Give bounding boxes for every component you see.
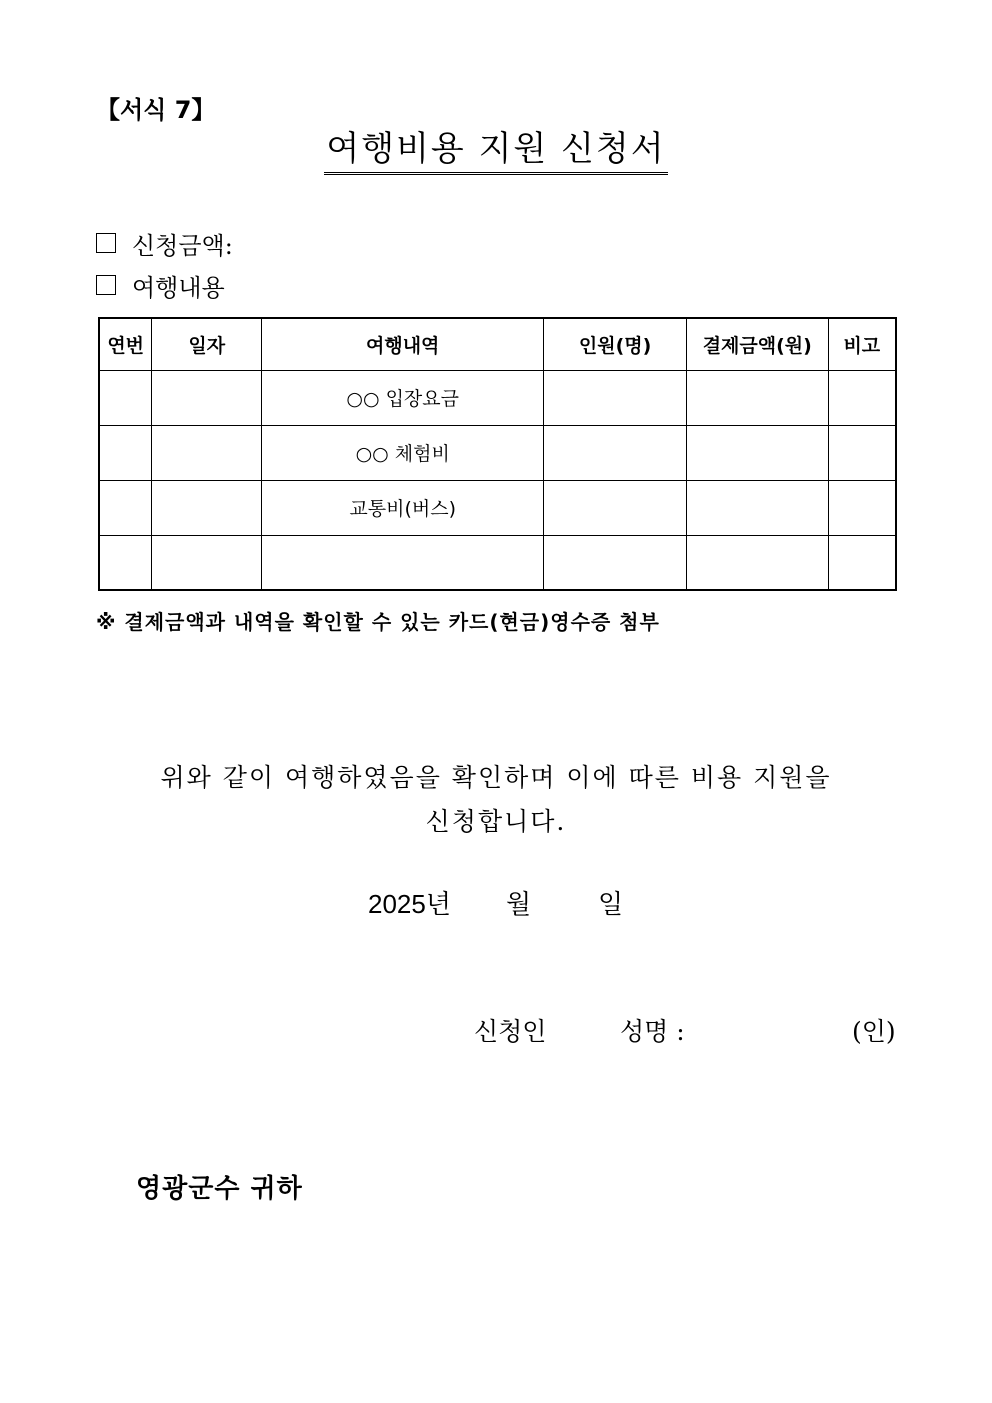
applicant-label: 신청인 [474,1017,547,1046]
addressee: 영광군수 귀하 [136,1174,303,1204]
confirmation-statement [0,756,992,844]
table-cell[interactable] [686,425,828,480]
table-cell[interactable] [544,425,687,480]
table-header-row [99,318,896,370]
table-cell[interactable] [544,370,687,425]
table-cell[interactable] [828,425,896,480]
table-row [99,480,896,535]
applicant-seal: (인) [852,1017,896,1046]
table-cell[interactable] [686,535,828,590]
table-cell[interactable] [828,370,896,425]
statement-line-1: 위와 같이 여행하였음을 확인하며 이에 따른 비용 지원을 [160,763,832,792]
table-cell[interactable] [99,425,152,480]
header-no: 연번 [99,318,152,370]
table-cell[interactable] [262,535,544,590]
table-cell[interactable]: ○○ 입장요금 [262,370,544,425]
header-date: 일자 [152,318,262,370]
table-row [99,370,896,425]
statement-line-2: 신청합니다. [425,807,567,836]
checklist-label: 여행내용 [132,273,225,302]
header-remarks: 비고 [828,318,896,370]
table-cell[interactable] [152,370,262,425]
checklist-item-content [96,270,225,300]
table-cell[interactable] [828,480,896,535]
header-details: 여행내역 [262,318,544,370]
table-cell[interactable]: 교통비(버스) [262,480,544,535]
header-amount: 결제금액(원) [686,318,828,370]
checkbox-square-icon [96,275,116,295]
table-row [99,425,896,480]
table-cell[interactable] [99,480,152,535]
date-day: 일 [598,889,624,919]
checkbox-square-icon [96,233,116,253]
header-people: 인원(명) [544,318,687,370]
table-cell[interactable] [544,480,687,535]
table-cell[interactable] [152,480,262,535]
form-number: 【서식 7】 [96,96,216,124]
table-cell[interactable] [152,535,262,590]
document-title: 여행비용 지원 신청서 [324,128,667,175]
table-cell[interactable] [99,535,152,590]
receipt-note: ※ 결제금액과 내역을 확인할 수 있는 카드(현금)영수증 첨부 [96,610,660,634]
table-cell[interactable] [686,370,828,425]
table-row [99,535,896,590]
table-cell[interactable] [152,425,262,480]
checklist-label: 신청금액: [132,231,233,260]
table-cell[interactable]: ○○ 체험비 [262,425,544,480]
travel-expense-table [98,317,897,591]
checklist-item-amount [96,228,233,258]
date-year: 2025년 [368,889,451,919]
applicant-name-label: 성명 : [620,1017,685,1046]
table-cell[interactable] [544,535,687,590]
table-cell[interactable] [686,480,828,535]
document-title-wrapper [0,128,992,175]
date-month: 월 [506,889,532,919]
table-cell[interactable] [828,535,896,590]
table-cell[interactable] [99,370,152,425]
